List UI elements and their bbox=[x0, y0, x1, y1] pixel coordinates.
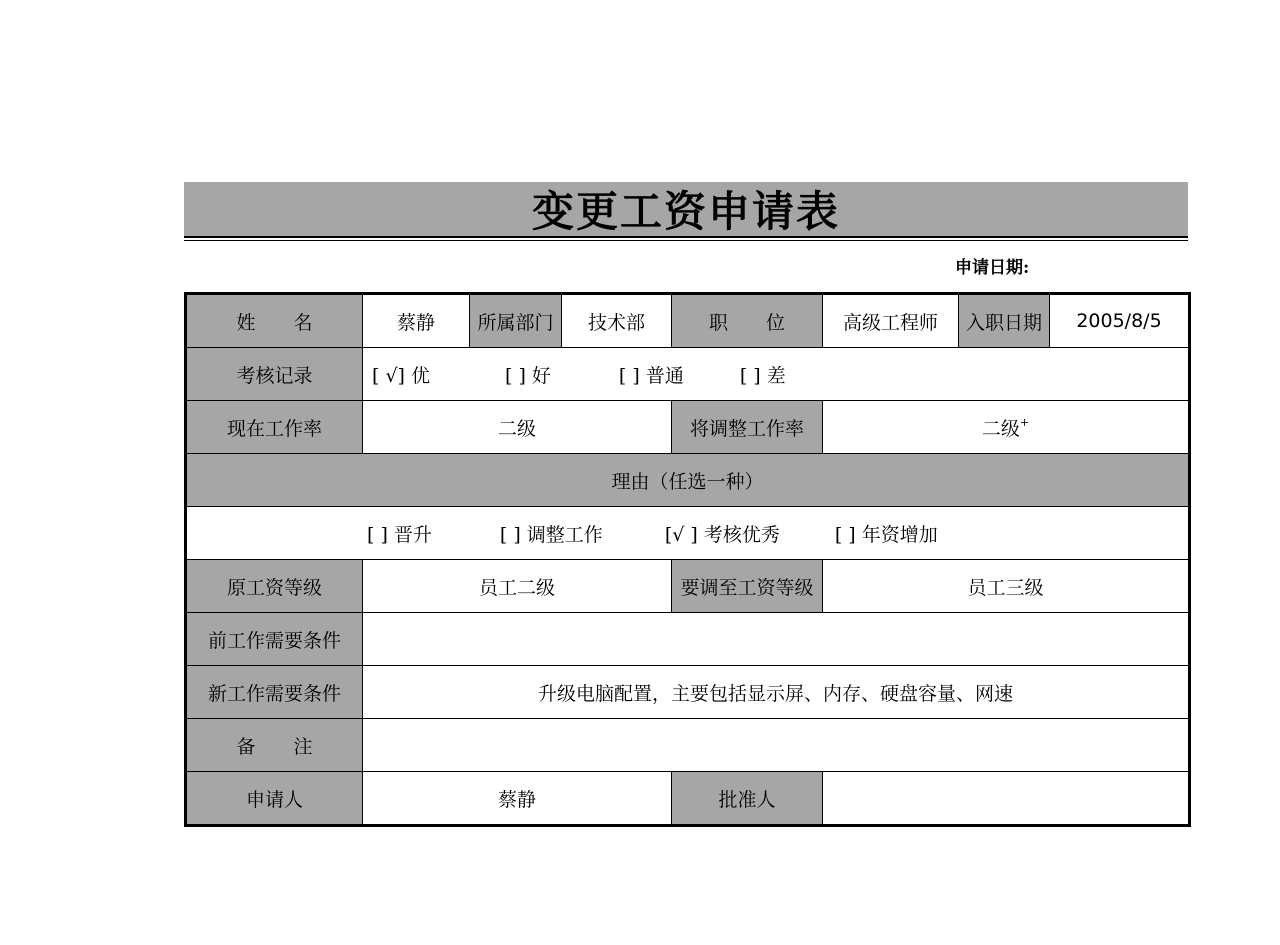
title-underline-thin bbox=[184, 240, 1188, 241]
hire-date-label: 入职日期 bbox=[959, 294, 1050, 348]
position-value[interactable]: 高级工程师 bbox=[823, 294, 959, 348]
reason-option-job-adjust[interactable]: [ ] 调整工作 bbox=[499, 523, 603, 546]
target-grade-value[interactable]: 员工三级 bbox=[823, 560, 1190, 613]
reason-option-seniority[interactable]: [ ] 年资增加 bbox=[834, 523, 938, 546]
row-reason-options bbox=[186, 507, 1190, 560]
current-rate-value[interactable]: 二级 bbox=[363, 401, 672, 454]
prev-req-label: 前工作需要条件 bbox=[186, 613, 363, 666]
remarks-label: 备 注 bbox=[186, 719, 363, 772]
review-option-excellent[interactable]: [ √] 优 bbox=[372, 364, 431, 387]
applicant-label: 申请人 bbox=[186, 772, 363, 826]
row-basic-info bbox=[186, 294, 1190, 348]
applicant-value[interactable]: 蔡静 bbox=[363, 772, 672, 826]
reason-option-promotion[interactable]: [ ] 晋升 bbox=[367, 523, 432, 546]
review-options bbox=[363, 348, 1190, 401]
position-label: 职 位 bbox=[672, 294, 823, 348]
new-req-value[interactable]: 升级电脑配置，主要包括显示屏、内存、硬盘容量、网速 bbox=[363, 666, 1190, 719]
row-new-requirements bbox=[186, 666, 1190, 719]
reason-options bbox=[186, 507, 1190, 560]
review-option-good[interactable]: [ ] 好 bbox=[505, 364, 551, 387]
remarks-value[interactable] bbox=[363, 719, 1190, 772]
review-option-normal[interactable]: [ ] 普通 bbox=[618, 364, 684, 387]
hire-date-value[interactable]: 2005/8/5 bbox=[1050, 294, 1190, 348]
target-grade-label: 要调至工资等级 bbox=[672, 560, 823, 613]
reason-option-excellent-review[interactable]: [√ ] 考核优秀 bbox=[664, 523, 780, 546]
name-label: 姓 名 bbox=[186, 294, 363, 348]
new-rate-value: 二级 bbox=[981, 417, 1020, 440]
review-option-poor[interactable]: [ ] 差 bbox=[739, 364, 786, 387]
approver-value[interactable] bbox=[823, 772, 1190, 826]
reason-header: 理由（任选一种） bbox=[186, 454, 1190, 507]
new-rate-label: 将调整工作率 bbox=[672, 401, 823, 454]
form-title: 变更工资申请表 bbox=[184, 182, 1188, 236]
new-rate-plus: + bbox=[1019, 415, 1030, 429]
prev-req-value[interactable] bbox=[363, 613, 1190, 666]
approver-label: 批准人 bbox=[672, 772, 823, 826]
name-value[interactable]: 蔡静 bbox=[363, 294, 470, 348]
new-rate-cell[interactable] bbox=[823, 401, 1190, 454]
orig-grade-value[interactable]: 员工二级 bbox=[363, 560, 672, 613]
row-signatures bbox=[186, 772, 1190, 826]
current-rate-label: 现在工作率 bbox=[186, 401, 363, 454]
row-prev-requirements bbox=[186, 613, 1190, 666]
dept-label: 所属部门 bbox=[470, 294, 562, 348]
apply-date-label: 申请日期: bbox=[955, 258, 1030, 278]
row-review bbox=[186, 348, 1190, 401]
dept-value[interactable]: 技术部 bbox=[562, 294, 672, 348]
orig-grade-label: 原工资等级 bbox=[186, 560, 363, 613]
row-remarks bbox=[186, 719, 1190, 772]
row-grade bbox=[186, 560, 1190, 613]
title-underline bbox=[184, 236, 1188, 238]
new-req-label: 新工作需要条件 bbox=[186, 666, 363, 719]
row-work-rate bbox=[186, 401, 1190, 454]
review-label: 考核记录 bbox=[186, 348, 363, 401]
salary-change-form bbox=[184, 292, 1191, 827]
row-reason-header bbox=[186, 454, 1190, 507]
